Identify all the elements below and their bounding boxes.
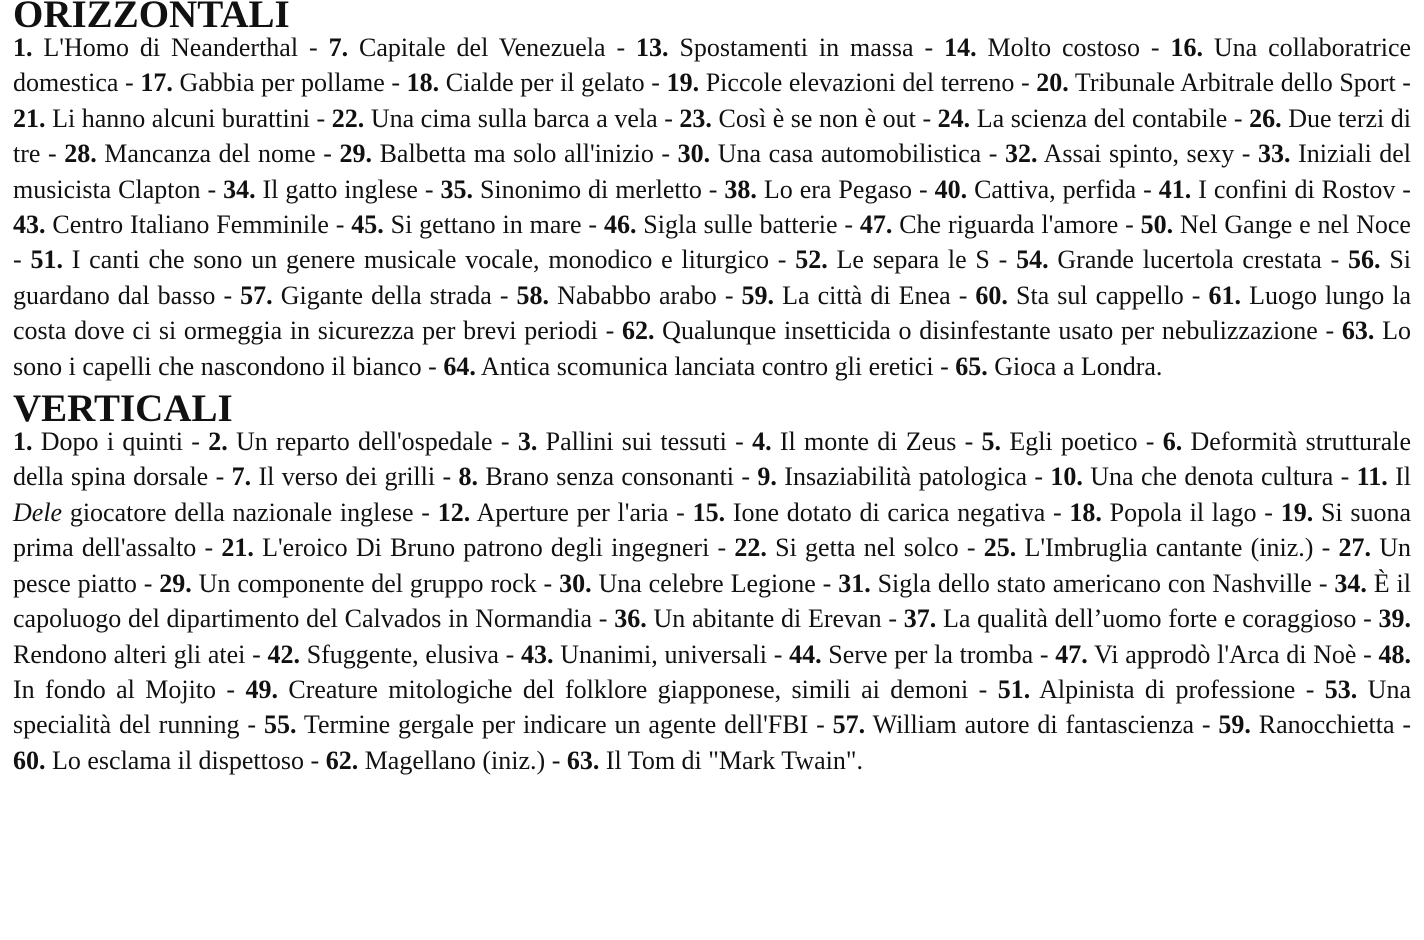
clue-number: 18. <box>1069 497 1102 527</box>
clue-number: 48. <box>1378 639 1412 669</box>
clue-number: 41. <box>1158 174 1192 204</box>
clue-number: 22. <box>331 103 365 133</box>
clue-text: William autore di fantascienza <box>872 710 1194 740</box>
clue-text: Un abitante di Erevan <box>653 604 882 634</box>
clue-number: 11. <box>1356 462 1388 492</box>
clue-number: 4. <box>752 427 772 457</box>
clue-text: Ranocchietta <box>1258 710 1395 740</box>
clue-number: 15. <box>692 497 726 527</box>
clue-text: Il Dele giocatore della nazionale inglese <box>13 462 1411 527</box>
clue-number: 47. <box>859 210 893 240</box>
clue-number: 25. <box>983 533 1017 563</box>
clue-number: 1. <box>13 427 33 457</box>
clue-text: Sigla dello stato americano con Nashville <box>877 568 1312 598</box>
clue-text: Antica scomunica lanciata contro gli eretici <box>480 351 934 381</box>
clue-number: 13. <box>636 33 669 62</box>
clue-text: Unanimi, universali <box>560 639 767 669</box>
clue-number: 24. <box>937 103 971 133</box>
clue-number: 34. <box>223 174 256 204</box>
clue-text: Deformità strutturale della spina dorsale <box>13 427 1411 492</box>
clue-text: Li hanno alcuni burattini <box>52 103 310 133</box>
clue-text: Un reparto dell'ospedale <box>236 427 493 457</box>
clue-text: Creature mitologiche del folklore giapponese, simili ai demoni <box>288 674 969 704</box>
clue-number: 18. <box>406 68 440 98</box>
clue-number: 46. <box>603 210 637 240</box>
clue-number: 59. <box>1218 710 1251 740</box>
clue-text: Piccole elevazioni del terreno <box>705 68 1015 98</box>
clue-text: Balbetta ma solo all'inizio <box>379 139 654 169</box>
clue-number: 55. <box>263 710 297 740</box>
clue-number: 36. <box>614 604 647 634</box>
clue-number: 53. <box>1324 674 1358 704</box>
clue-text: Sta sul cappello <box>1015 280 1184 310</box>
clue-text: Pallini sui tessuti <box>545 427 727 457</box>
clue-text: L'Homo di Neanderthal <box>43 33 299 62</box>
clue-number: 27. <box>1338 533 1371 563</box>
clue-text: Aperture per l'aria <box>476 497 669 527</box>
clue-number: 32. <box>1004 139 1038 169</box>
clue-number: 29. <box>339 139 373 169</box>
clue-text: Sinonimo di merletto <box>479 174 702 204</box>
clue-text: La qualità dell’uomo forte e coraggioso <box>942 604 1357 634</box>
clue-number: 17. <box>140 68 173 98</box>
clue-text: Tribunale Arbitrale dello Sport <box>1074 68 1396 98</box>
clue-number: 19. <box>1280 497 1314 527</box>
clue-text: Il gatto inglese <box>262 174 418 204</box>
clue-number: 61. <box>1208 280 1242 310</box>
clue-text: Rendono alteri gli atei <box>13 639 246 669</box>
clue-text: Lo sono i capelli che nascondono il bianco <box>13 316 1411 381</box>
clue-number: 63. <box>1341 316 1375 346</box>
crossword-clues-document <box>13 0 1411 778</box>
clue-text: Alpinista di professione <box>1039 674 1296 704</box>
clue-text: Serve per la tromba <box>828 639 1034 669</box>
clue-number: 12. <box>437 497 471 527</box>
clue-text: Così è se non è out <box>718 103 916 133</box>
section-title-verticali: VERTICALI <box>13 387 233 431</box>
clue-number: 40. <box>934 174 968 204</box>
clue-number: 3. <box>517 427 538 457</box>
clue-text: Il Tom di "Mark Twain". <box>605 745 863 775</box>
clue-number: 50. <box>1140 210 1174 240</box>
clue-number: 60. <box>13 745 46 775</box>
clue-number: 54. <box>1016 245 1049 275</box>
clue-number: 57. <box>832 710 866 740</box>
clue-number: 1. <box>13 33 33 62</box>
clue-text: Cialde per il gelato <box>445 68 645 98</box>
clue-text: Una collaboratrice domestica <box>13 33 1412 98</box>
clue-number: 47. <box>1055 639 1088 669</box>
clue-text: Cattiva, perfida <box>974 174 1137 204</box>
clue-number: 39. <box>1378 604 1412 634</box>
clue-number: 8. <box>458 462 478 492</box>
clue-number: 44. <box>789 639 822 669</box>
clue-text: Termine gergale per indicare un agente dell'FBI <box>303 710 809 740</box>
clue-text: Che riguarda l'amore <box>899 210 1119 240</box>
clue-text: Le separa le S <box>836 245 990 275</box>
clue-number: 6. <box>1162 427 1183 457</box>
clue-text: Un componente del gruppo rock <box>198 568 537 598</box>
clue-text: I canti che sono un genere musicale vocale, monodico e liturgico <box>71 245 770 275</box>
clue-text: Brano senza consonanti <box>485 462 735 492</box>
clue-text: Due terzi di tre <box>13 103 1412 169</box>
clue-number: 22. <box>734 533 767 563</box>
clue-text: Egli poetico <box>1009 427 1138 457</box>
clue-number: 42. <box>267 639 300 669</box>
clue-text: Magellano (iniz.) <box>364 745 546 775</box>
clue-number: 9. <box>757 462 777 492</box>
clue-text: Molto costoso <box>987 33 1140 62</box>
clue-number: 49. <box>245 674 278 704</box>
clue-number: 63. <box>566 745 600 775</box>
clue-text: Grande lucertola crestata <box>1057 245 1322 275</box>
clue-text: Iniziali del musicista Clapton <box>13 139 1412 204</box>
clue-text: Qualunque insetticida o disinfestante usato per nebulizzazione <box>662 316 1318 346</box>
clue-number: 30. <box>559 568 592 598</box>
clue-text: Una celebre Legione <box>598 568 816 598</box>
clue-number: 35. <box>440 174 473 204</box>
clue-text: L'eroico Di Bruno patrono degli ingegneri <box>262 533 710 563</box>
clue-text: Assai spinto, sexy <box>1043 139 1235 169</box>
clue-number: 31. <box>838 568 871 598</box>
clue-text: La scienza del contabile <box>976 103 1228 133</box>
clue-text: Spostamenti in massa <box>679 33 914 62</box>
clue-text: Una che denota cultura <box>1090 462 1334 492</box>
clue-text: Popola il lago <box>1109 497 1257 527</box>
clue-number: 16. <box>1170 33 1203 62</box>
clue-text: In fondo al Mojito <box>13 674 217 704</box>
clues-verticali: 1. Dopo i quinti - 2. Un reparto dell'ospedale - 3. Pallini sui tessuti - 4. Il monte di Zeus - 5. Egli poetico - 6. Deformità strutturale della spina dorsale - 7. Il verso dei grilli - 8. Brano senza consonanti - 9. Insaziabilità patologica - 10. Una che denota cultura - 11. Il Dele giocatore della nazionale inglese - 12. Aperture per l'aria - 15. Ione dotato di carica negativa - 18. Popola il lago - 19. Si suona prima dell'assalto - 21. L'eroico Di Bruno patrono degli ingegneri - 22. Si getta nel solco - 25. L'Imbruglia cantante (iniz.) - 27. Un pesce piatto - 29. Un componente del gruppo rock - 30. Una celebre Legione - 31. Sigla dello stato americano con Nashville - 34. È il capoluogo del dipartimento del Calvados in Normandia - 36. Un abitante di Erevan - 37. La qualità dell’uomo forte e coraggioso - 39. Rendono alteri gli atei - 42. Sfuggente, elusiva - 43. Unanimi, universali - 44. Serve per la tromba - 47. Vi approdò l'Arca di Noè - 48. In fondo al Mojito - 49. Creature mitologiche del folklore giapponese, simili ai demoni - 51. Alpinista di professione - 53. Una specialità del running - 55. Termine gergale per indicare un agente dell'FBI - 57. William autore di fantascienza - 59. Ranocchietta - 60. Lo esclama il dispettoso - 62. Magellano (iniz.) - 63. Il Tom di "Mark Twain". <box>13 427 1412 775</box>
clue-number: 21. <box>221 533 254 563</box>
clue-text: Gabbia per pollame <box>179 68 385 98</box>
clue-number: 28. <box>64 139 97 169</box>
clue-text: Capitale del Venezuela <box>358 33 606 62</box>
clue-number: 65. <box>955 351 988 381</box>
clue-number: 37. <box>903 604 937 634</box>
clue-text: Gioca a Londra. <box>994 351 1163 381</box>
clue-number: 52. <box>795 245 828 275</box>
clue-text: È il capoluogo del dipartimento del Calvados in Normandia <box>13 568 1412 634</box>
clue-number: 45. <box>351 210 384 240</box>
clue-text: Nababbo arabo <box>557 280 717 310</box>
clue-number: 43. <box>521 639 554 669</box>
clue-number: 14. <box>944 33 977 62</box>
clue-number: 43. <box>13 210 46 240</box>
clue-number: 29. <box>159 568 192 598</box>
clue-number: 5. <box>981 427 1002 457</box>
clue-text: Una specialità del running <box>13 674 1411 740</box>
clue-text: Si suona prima dell'assalto <box>13 497 1412 563</box>
clue-number: 51. <box>997 674 1031 704</box>
clue-text: Il monte di Zeus <box>779 427 957 457</box>
clue-text: Lo era Pegaso <box>763 174 913 204</box>
clue-text: Una casa automobilistica <box>717 139 982 169</box>
clue-number: 7. <box>231 462 252 492</box>
clue-number: 26. <box>1249 103 1282 133</box>
clue-number: 30. <box>677 139 711 169</box>
clue-number: 38. <box>724 174 757 204</box>
clue-text: L'Imbruglia cantante (iniz.) <box>1024 533 1314 563</box>
clue-text: Insaziabilità patologica <box>784 462 1027 492</box>
clue-text: Lo esclama il dispettoso <box>52 745 305 775</box>
clue-text: Luogo lungo la costa dove ci si ormeggia in sicurezza per brevi periodi <box>13 280 1412 346</box>
clue-number: 20. <box>1036 68 1069 98</box>
clue-number: 60. <box>975 280 1008 310</box>
clue-number: 21. <box>13 103 46 133</box>
clue-text: Una cima sulla barca a vela <box>370 103 658 133</box>
clues-orizzontali: 1. L'Homo di Neanderthal - 7. Capitale del Venezuela - 13. Spostamenti in massa - 14. Molto costoso - 16. Una collaboratrice domestica - 17. Gabbia per pollame - 18. Cialde per il gelato - 19. Piccole elevazioni del terreno - 20. Tribunale Arbitrale dello Sport - 21. Li hanno alcuni burattini - 22. Una cima sulla barca a vela - 23. Così è se non è out - 24. La scienza del contabile - 26. Due terzi di tre - 28. Mancanza del nome - 29. Balbetta ma solo all'inizio - 30. Una casa automobilistica - 32. Assai spinto, sexy - 33. Iniziali del musicista Clapton - 34. Il gatto inglese - 35. Sinonimo di merletto - 38. Lo era Pegaso - 40. Cattiva, perfida - 41. I confini di Rostov - 43. Centro Italiano Femminile - 45. Si gettano in mare - 46. Sigla sulle batterie - 47. Che riguarda l'amore - 50. Nel Gange e nel Noce - 51. I canti che sono un genere musicale vocale, monodico e liturgico - 52. Le separa le S - 54. Grande lucertola crestata - 56. Si guardano dal basso - 57. Gigante della strada - 58. Nababbo arabo - 59. La città di Enea - 60. Sta sul cappello - 61. Luogo lungo la costa dove ci si ormeggia in sicurezza per brevi periodi - 62. Qualunque insetticida o disinfestante usato per nebulizzazione - 63. Lo sono i capelli che nascondono il bianco - 64. Antica scomunica lanciata contro gli eretici - 65. Gioca a Londra. <box>13 33 1412 381</box>
clue-text: Nel Gange e nel Noce <box>1180 210 1411 240</box>
clue-number: 57. <box>240 280 273 310</box>
clue-text: Ione dotato di carica negativa <box>732 497 1046 527</box>
clue-number: 59. <box>741 280 775 310</box>
clue-number: 62. <box>325 745 359 775</box>
clue-number: 10. <box>1050 462 1083 492</box>
section-title-orizzontali: ORIZZONTALI <box>13 0 290 36</box>
clue-number: 62. <box>621 316 655 346</box>
clue-text: Centro Italiano Femminile <box>52 210 329 240</box>
clue-number: 56. <box>1348 245 1381 275</box>
clue-text: I confini di Rostov <box>1198 174 1396 204</box>
clue-emphasis: Dele <box>13 497 63 527</box>
clue-text: Si gettano in mare <box>390 210 582 240</box>
clue-text: Dopo i quinti <box>40 427 184 457</box>
clue-text: Sfuggente, elusiva <box>306 639 499 669</box>
clue-number: 34. <box>1334 568 1367 598</box>
clue-text: Sigla sulle batterie <box>643 210 838 240</box>
clue-text: Vi approdò l'Arca di Noè <box>1094 639 1357 669</box>
clue-number: 33. <box>1258 139 1291 169</box>
clue-text: Gigante della strada <box>280 280 492 310</box>
clue-text: Si guardano dal basso <box>13 245 1411 310</box>
clue-number: 64. <box>443 351 476 381</box>
clue-number: 58. <box>516 280 550 310</box>
clue-text: Mancanza del nome <box>104 139 316 169</box>
clue-number: 51. <box>30 245 63 275</box>
clue-text: Si getta nel solco <box>775 533 959 563</box>
clue-number: 7. <box>328 33 349 62</box>
clue-number: 2. <box>208 427 228 457</box>
clue-text: Un pesce piatto <box>13 533 1411 598</box>
clue-text: Il verso dei grilli <box>258 462 436 492</box>
clue-text: La città di Enea <box>782 280 951 310</box>
clue-number: 19. <box>666 68 700 98</box>
clue-number: 23. <box>679 103 712 133</box>
